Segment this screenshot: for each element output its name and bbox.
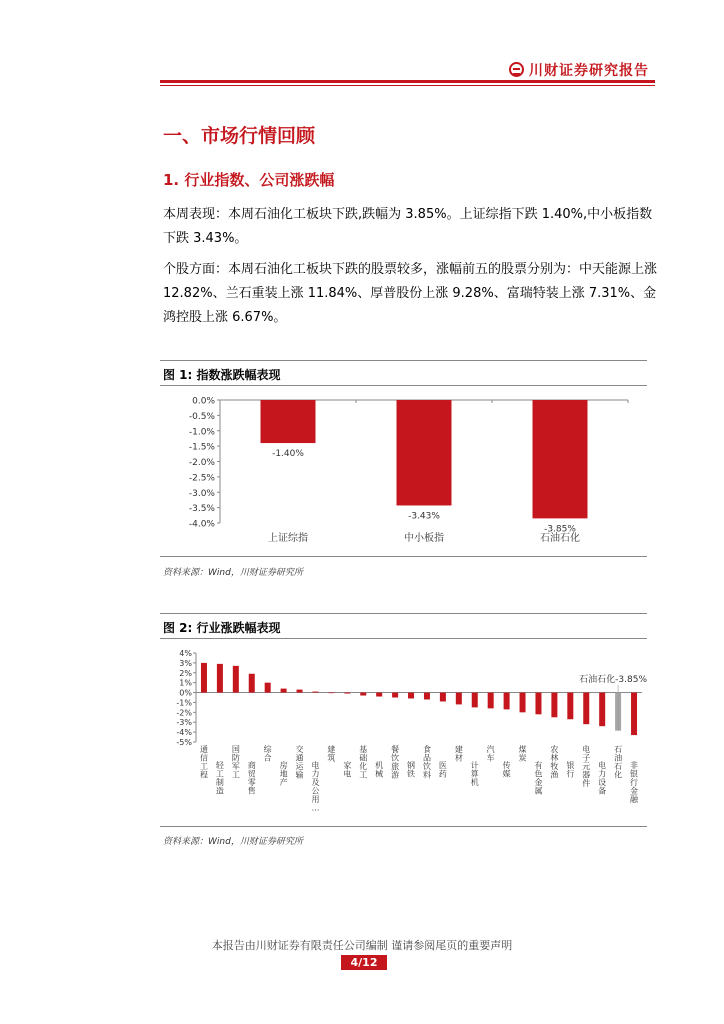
callout-label: 石油石化-3.85%: [579, 675, 647, 685]
figure1-top-rule: [160, 360, 647, 361]
figure1-title: 图 1: 指数涨跌幅表现: [163, 368, 281, 382]
bar: [344, 693, 350, 694]
bar: [488, 693, 494, 709]
y-tick-label: -2.5%: [188, 473, 215, 484]
bar: [583, 693, 589, 725]
x-tick-label: 上证综指: [268, 533, 308, 544]
x-tick-label: 计算机: [470, 761, 479, 787]
figure2-bottom-rule: [160, 826, 647, 827]
bar: [217, 664, 223, 693]
bar: [551, 693, 557, 718]
x-tick-label: 建材: [454, 745, 463, 763]
bar: [504, 693, 510, 710]
data-label: -3.85%: [544, 524, 576, 535]
x-tick-label: 电子元器件: [582, 745, 591, 788]
y-tick-label: -1.0%: [188, 427, 215, 438]
bar: [233, 666, 239, 693]
bar: [297, 690, 303, 693]
y-tick-label: 0%: [179, 688, 192, 698]
bar: [440, 693, 446, 702]
x-tick-label: 食品饮料: [422, 745, 431, 780]
bar: [397, 400, 452, 505]
bar: [456, 693, 462, 705]
bar: [408, 693, 414, 699]
x-tick-label: 轻工制造: [215, 761, 224, 796]
bar: [520, 693, 526, 713]
bar: [533, 400, 588, 518]
header-rule-thin: [160, 85, 655, 86]
stock-performance-paragraph: 个股方面：本周石油化工板块下跌的股票较多，涨幅前五的股票分别为：中天能源上涨 12.82%、兰石重装上涨 11.84%、厚普股份上涨 9.28%、富瑞特装上涨 7.31%、金鸿控股上涨 6.67%。: [163, 262, 658, 325]
x-tick-label: 农林牧渔: [550, 745, 559, 780]
header-rule: [160, 80, 655, 83]
bar: [376, 693, 382, 697]
y-tick-label: 3%: [179, 658, 192, 668]
x-tick-label: 家电: [343, 761, 352, 779]
bar: [249, 674, 255, 693]
bar: [360, 693, 366, 696]
x-tick-label: 综合: [263, 745, 272, 763]
y-tick-label: -2%: [176, 708, 192, 718]
x-tick-label: 通信工程: [199, 745, 208, 780]
x-tick-label: 商贸零售: [247, 761, 256, 796]
data-label: -3.43%: [408, 511, 440, 522]
bar: [261, 400, 316, 443]
y-tick-label: 1%: [179, 678, 192, 688]
bar: [535, 693, 541, 715]
x-tick-label: 汽车: [486, 745, 495, 763]
y-tick-label: -1.5%: [188, 442, 215, 453]
figure2-chart: [160, 645, 650, 825]
x-tick-label: 煤炭: [518, 745, 527, 763]
y-tick-label: -4.0%: [188, 519, 215, 530]
y-tick-label: -3.0%: [188, 488, 215, 499]
brand-logo-icon: [509, 62, 524, 77]
x-tick-label: 餐饮旅游: [391, 745, 400, 780]
x-tick-label: 国防军工: [231, 745, 240, 780]
figure2-top-rule: [160, 613, 647, 614]
x-tick-label: 石油石化: [614, 745, 623, 780]
section-subheading: 1. 行业指数、公司涨跌幅: [163, 171, 335, 189]
weekly-performance-paragraph: 本周表现：本周石油化工板块下跌,跌幅为 3.85%。上证综指下跌 1.40%,中小板指数下跌 3.43%。: [163, 207, 653, 246]
x-tick-label: 建筑: [327, 745, 336, 763]
x-tick-label: 中小板指: [404, 533, 444, 544]
figure1-bottom-rule: [160, 556, 647, 557]
x-tick-label: 传媒: [502, 761, 511, 779]
x-tick-label: 基础化工: [359, 745, 368, 780]
figure1-chart: [160, 390, 650, 550]
y-tick-label: -4%: [176, 728, 192, 738]
figure1-title-rule: [160, 385, 647, 386]
x-tick-label: 钢铁: [407, 761, 416, 779]
page-number: 4/12: [341, 955, 387, 970]
footer-disclaimer: 本报告由川财证券有限责任公司编制 谨请参阅尾页的重要声明: [211, 939, 513, 952]
x-tick-label: 石油石化: [540, 533, 580, 544]
figure2-source: 资料来源：Wind，川财证券研究所: [163, 837, 303, 847]
x-tick-label: 医药: [438, 761, 447, 779]
bar: [567, 693, 573, 720]
y-tick-label: -1%: [176, 698, 192, 708]
y-tick-label: -5%: [176, 738, 192, 747]
x-tick-label: 电力及公用…: [311, 761, 320, 813]
x-tick-label: 银行: [566, 761, 575, 779]
bar: [599, 693, 605, 727]
y-tick-label: -3.5%: [188, 504, 215, 515]
y-tick-label: 0.0%: [192, 396, 215, 407]
bar: [281, 689, 287, 693]
x-tick-label: 电力设备: [598, 761, 607, 796]
bar: [392, 693, 398, 698]
bar: [312, 692, 318, 693]
bar: [472, 693, 478, 708]
figure2-title-rule: [160, 638, 647, 639]
bar: [201, 663, 207, 693]
x-tick-label: 房地产: [279, 761, 288, 787]
data-label: -1.40%: [272, 449, 304, 460]
figure1-source: 资料来源：Wind，川财证券研究所: [163, 568, 303, 578]
bar: [631, 693, 637, 736]
y-tick-label: -3%: [176, 718, 192, 728]
y-tick-label: -0.5%: [188, 411, 215, 422]
y-tick-label: 2%: [179, 668, 192, 678]
bar: [265, 683, 271, 693]
section-heading: 一、市场行情回顾: [163, 125, 316, 147]
y-tick-label: -2.0%: [188, 458, 215, 468]
figure2-title: 图 2: 行业涨跌幅表现: [163, 621, 281, 635]
x-tick-label: 交通运输: [295, 745, 304, 780]
x-tick-label: 有色金属: [534, 761, 543, 796]
y-tick-label: 4%: [179, 649, 192, 658]
bar: [328, 693, 334, 694]
header-org-title: 川财证券研究报告: [529, 63, 649, 79]
x-tick-label: 非银行金融: [630, 761, 639, 804]
x-tick-label: 机械: [375, 761, 384, 779]
bar: [424, 693, 430, 700]
